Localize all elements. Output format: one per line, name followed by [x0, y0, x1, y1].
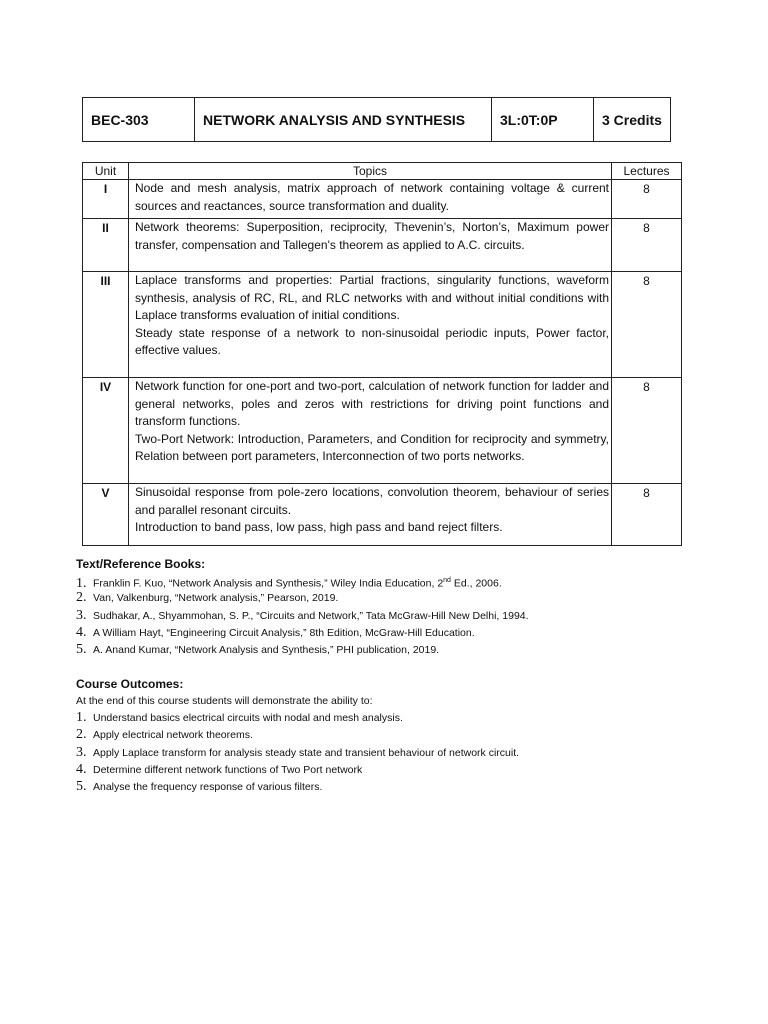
book-text: Sudhakar, A., Shyammohan, S. P., “Circuits and Network,” Tata McGraw-Hill New Delhi, 1994.	[93, 609, 529, 622]
course-header-table	[82, 97, 671, 142]
unit-number: V	[83, 484, 129, 546]
book-text: Van, Valkenburg, “Network analysis,” Pearson, 2019.	[93, 592, 339, 605]
list-number: 3.	[76, 607, 87, 623]
books-heading: Text/Reference Books:	[76, 557, 206, 571]
list-number: 3.	[76, 744, 87, 760]
topic-paragraph: Network theorems: Superposition, reciprocity, Thevenin’s, Norton’s, Maximum power transfer, compensation and Tallegen's theorem as applied to A.C. circuits.	[135, 220, 609, 252]
unit-number: III	[83, 272, 129, 378]
outcomes-heading: Course Outcomes:	[76, 677, 184, 691]
lecture-count: 8	[612, 180, 682, 219]
column-header-topics: Topics	[129, 163, 612, 180]
list-item	[76, 778, 519, 795]
topic-paragraph: Introduction to band pass, low pass, high pass and band reject filters.	[135, 520, 503, 534]
topic-cell	[129, 484, 612, 546]
lecture-count: 8	[612, 378, 682, 484]
list-number: 5.	[76, 779, 87, 795]
list-number: 1.	[76, 575, 87, 591]
outcome-text: Understand basics electrical circuits with nodal and mesh analysis.	[93, 712, 403, 724]
outcomes-intro: At the end of this course students will demonstrate the ability to:	[76, 695, 373, 707]
outcome-text: Analyse the frequency response of various filters.	[93, 781, 323, 794]
list-item	[76, 726, 519, 743]
topic-cell	[129, 180, 612, 219]
ordinal-suffix: nd	[443, 577, 451, 584]
list-item	[76, 761, 519, 778]
list-number: 4.	[76, 624, 87, 640]
list-number: 2.	[76, 727, 87, 743]
course-code: BEC-303	[83, 98, 195, 142]
list-number: 1.	[76, 710, 87, 725]
table-row	[83, 180, 682, 219]
list-item	[76, 624, 529, 641]
table-row	[83, 484, 682, 546]
lecture-count: 8	[612, 272, 682, 378]
topic-paragraph: Two-Port Network: Introduction, Parameters, and Condition for reciprocity and symmetry, Relation between port parameters, Interconnection of two ports networks.	[135, 431, 609, 463]
outcome-text: Apply Laplace transform for analysis steady state and transient behaviour of network circuit.	[93, 746, 520, 759]
topic-paragraph: Network function for one-port and two-port, calculation of network function for ladder and general networks, poles and zeros with restrictions for driving point functions and transform functions.	[135, 379, 609, 428]
topic-paragraph: Steady state response of a network to non-sinusoidal periodic inputs, Power factor, effective values.	[135, 325, 609, 357]
list-item	[76, 709, 519, 726]
list-item	[76, 607, 529, 624]
course-credits: 3 Credits	[594, 98, 671, 142]
unit-number: IV	[83, 378, 129, 484]
outcome-text: Apply electrical network theorems.	[93, 729, 253, 742]
book-text: Franklin F. Kuo, “Network Analysis and Synthesis,” Wiley India Education, 2	[93, 577, 444, 590]
table-row	[83, 219, 682, 272]
topic-paragraph: Laplace transforms and properties: Partial fractions, singularity functions, waveform synthesis, analysis of RC, RL, and RLC networks with and without initial conditions with Laplace transforms evaluation of initial conditions.	[135, 273, 609, 322]
list-item	[76, 744, 519, 761]
column-header-lectures: Lectures	[612, 163, 682, 180]
lecture-count: 8	[612, 219, 682, 272]
table-row	[83, 378, 682, 484]
topic-paragraph: Node and mesh analysis, matrix approach of network containing voltage & current sources and reactances, source transformation and duality.	[135, 181, 609, 213]
list-item	[76, 589, 529, 606]
book-text: A William Hayt, “Engineering Circuit Analysis,” 8th Edition, McGraw-Hill Education.	[93, 626, 475, 639]
table-header-row	[83, 163, 682, 180]
list-item	[76, 572, 529, 589]
topic-cell	[129, 378, 612, 484]
topic-cell	[129, 272, 612, 378]
topic-cell	[129, 219, 612, 272]
list-item	[76, 641, 529, 658]
book-text-tail: Ed., 2006.	[450, 577, 502, 590]
table-row	[83, 272, 682, 378]
syllabus-table	[82, 162, 682, 546]
list-number: 4.	[76, 761, 87, 777]
lecture-count: 8	[612, 484, 682, 546]
column-header-unit: Unit	[83, 163, 129, 180]
unit-number: I	[83, 180, 129, 219]
books-list	[76, 572, 529, 658]
list-number: 5.	[76, 642, 87, 658]
topic-paragraph: Sinusoidal response from pole-zero locations, convolution theorem, behaviour of series and parallel resonant circuits.	[135, 485, 609, 517]
outcomes-list	[76, 709, 519, 795]
list-number: 2.	[76, 590, 87, 606]
course-title: NETWORK ANALYSIS AND SYNTHESIS	[195, 98, 492, 142]
course-ltp: 3L:0T:0P	[492, 98, 594, 142]
book-text: A. Anand Kumar, “Network Analysis and Synthesis,” PHI publication, 2019.	[93, 644, 440, 657]
unit-number: II	[83, 219, 129, 272]
outcome-text: Determine different network functions of Two Port network	[93, 763, 363, 776]
